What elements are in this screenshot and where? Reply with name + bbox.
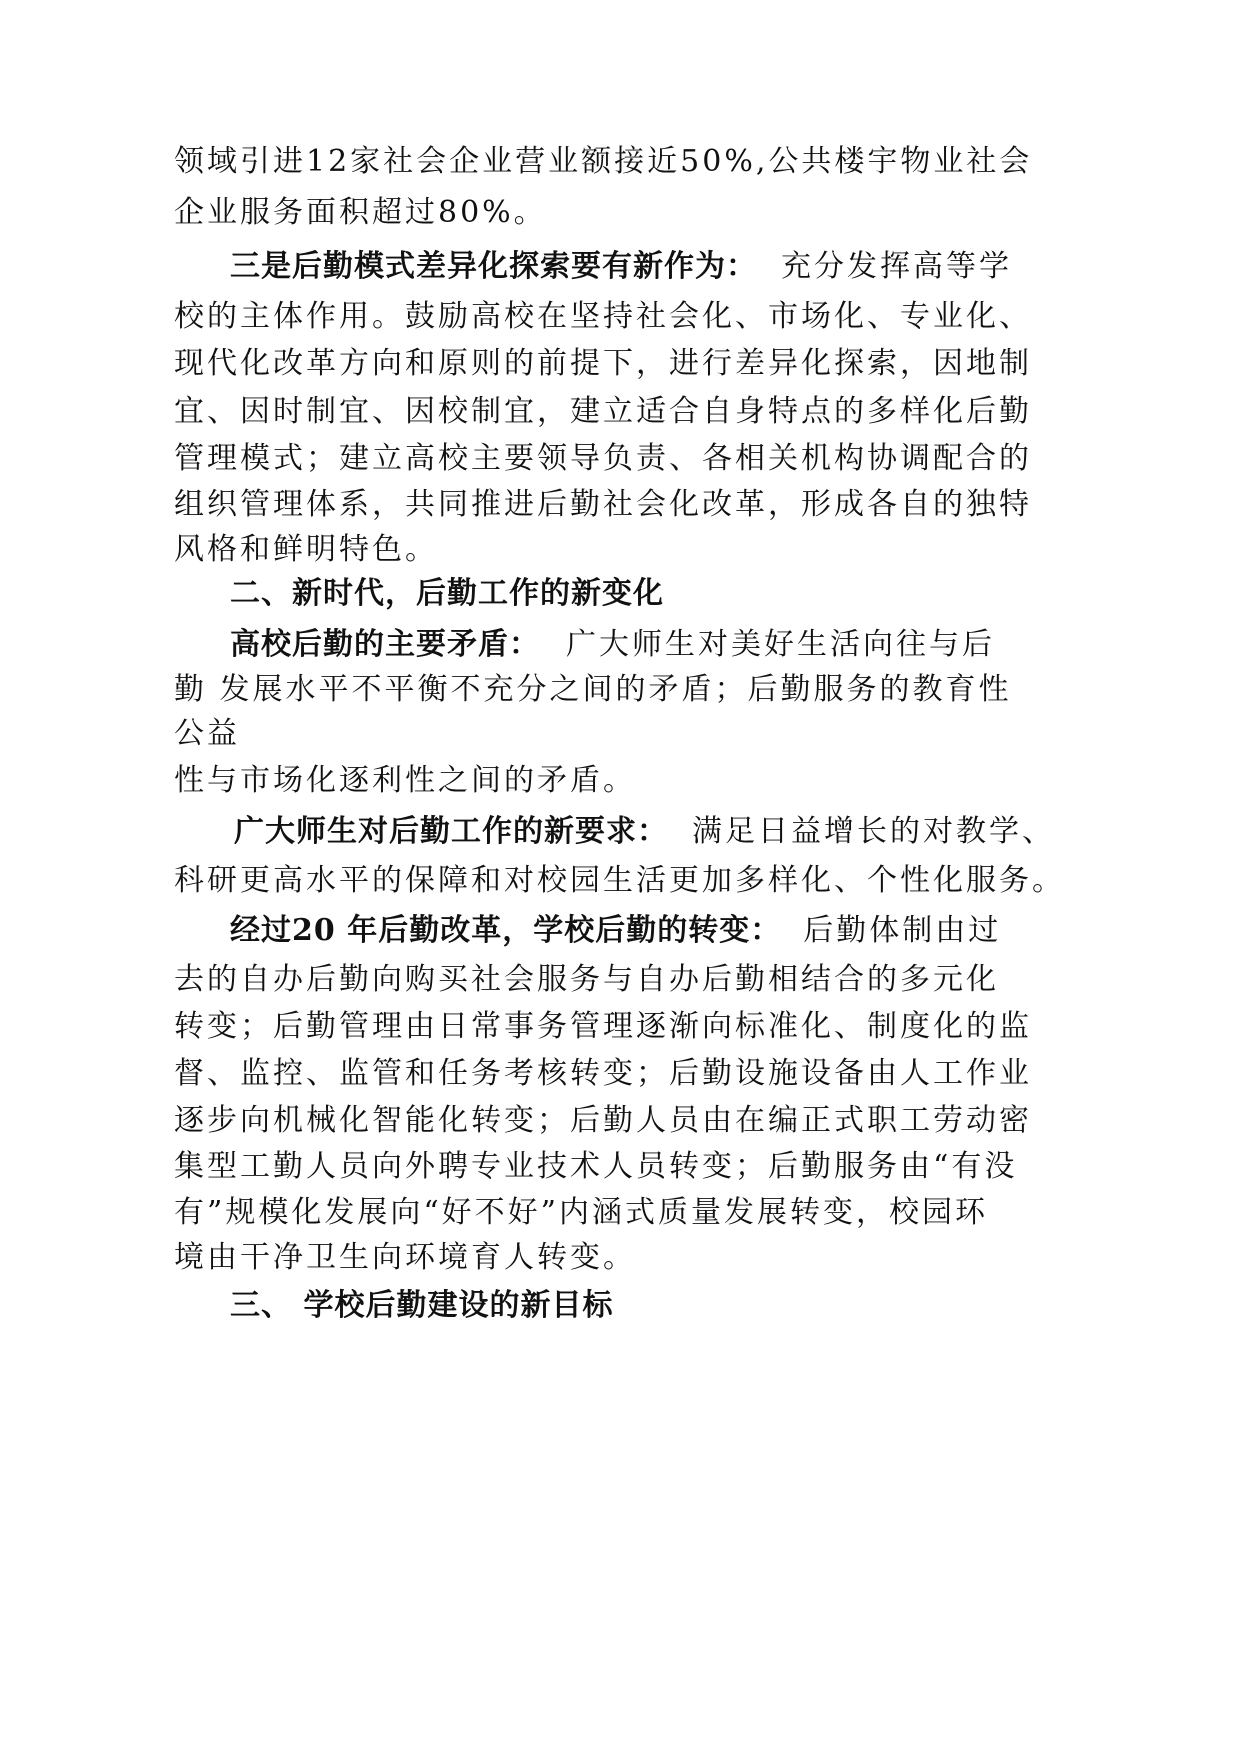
paragraph-lead: 经过20 年后勤改革，学校后勤的转变： [230, 913, 782, 948]
paragraph-lead: 高校后勤的主要矛盾： [230, 627, 540, 662]
paragraph-lead-line [230, 911, 1001, 951]
body-line: 组织管理体系，共同推进后勤社会化改革，形成各自的独特 [174, 487, 1032, 522]
paragraph-text: 充分发挥高等学 [781, 249, 1012, 284]
paragraph-text: 广大师生对美好生活向往与后 [566, 627, 995, 662]
body-line: 勤 发展水平不平衡不充分之间的矛盾；后勤服务的教育性 [174, 672, 1012, 707]
paragraph-lead-line [230, 625, 995, 665]
body-line: 性与市场化逐利性之间的矛盾。 [174, 763, 636, 798]
body-line: 境由干净卫生向环境育人转变。 [174, 1240, 636, 1275]
body-line: 科研更高水平的保障和对校园生活更加多样化、个性化服务。 [174, 863, 1065, 898]
section-heading: 三、 学校后勤建设的新目标 [230, 1288, 614, 1323]
body-line: 校的主体作用。鼓励高校在坚持社会化、市场化、专业化、 [174, 299, 1032, 334]
body-line: 有”规模化发展向“好不好”内涵式质量发展转变，校园环 [174, 1195, 989, 1230]
section-heading: 二、新时代，后勤工作的新变化 [230, 576, 664, 611]
body-line: 现代化改革方向和原则的前提下，进行差异化探索，因地制 [174, 346, 1032, 381]
body-line: 领域引进12家社会企业营业额接近50%,公共楼宇物业社会 [174, 144, 1033, 179]
body-line: 公益 [174, 716, 240, 751]
paragraph-lead: 三是后勤模式差异化探索要有新作为： [230, 249, 757, 284]
paragraph-lead-line [230, 247, 1012, 287]
body-line: 管理模式；建立高校主要领导负责、各相关机构协调配合的 [174, 441, 1032, 476]
paragraph-lead: 广大师生对后勤工作的新要求： [234, 814, 668, 849]
body-line: 宜、因时制宜、因校制宜，建立适合自身特点的多样化后勤 [174, 394, 1032, 429]
paragraph-lead-line [234, 812, 1055, 852]
body-line: 集型工勤人员向外聘专业技术人员转变；后勤服务由“有没 [174, 1149, 1018, 1184]
paragraph-text: 满足日益增长的对教学、 [692, 814, 1055, 849]
body-line: 企业服务面积超过80%。 [174, 195, 547, 230]
paragraph-text: 后勤体制由过 [803, 913, 1002, 948]
body-line: 逐步向机械化智能化转变；后勤人员由在编正式职工劳动密 [174, 1103, 1032, 1138]
body-line: 去的自办后勤向购买社会服务与自办后勤相结合的多元化 [174, 962, 999, 997]
body-line: 转变；后勤管理由日常事务管理逐渐向标准化、制度化的监 [174, 1009, 1032, 1044]
body-line: 风格和鲜明特色。 [174, 532, 438, 567]
body-line: 督、监控、监管和任务考核转变；后勤设施设备由人工作业 [174, 1056, 1032, 1091]
